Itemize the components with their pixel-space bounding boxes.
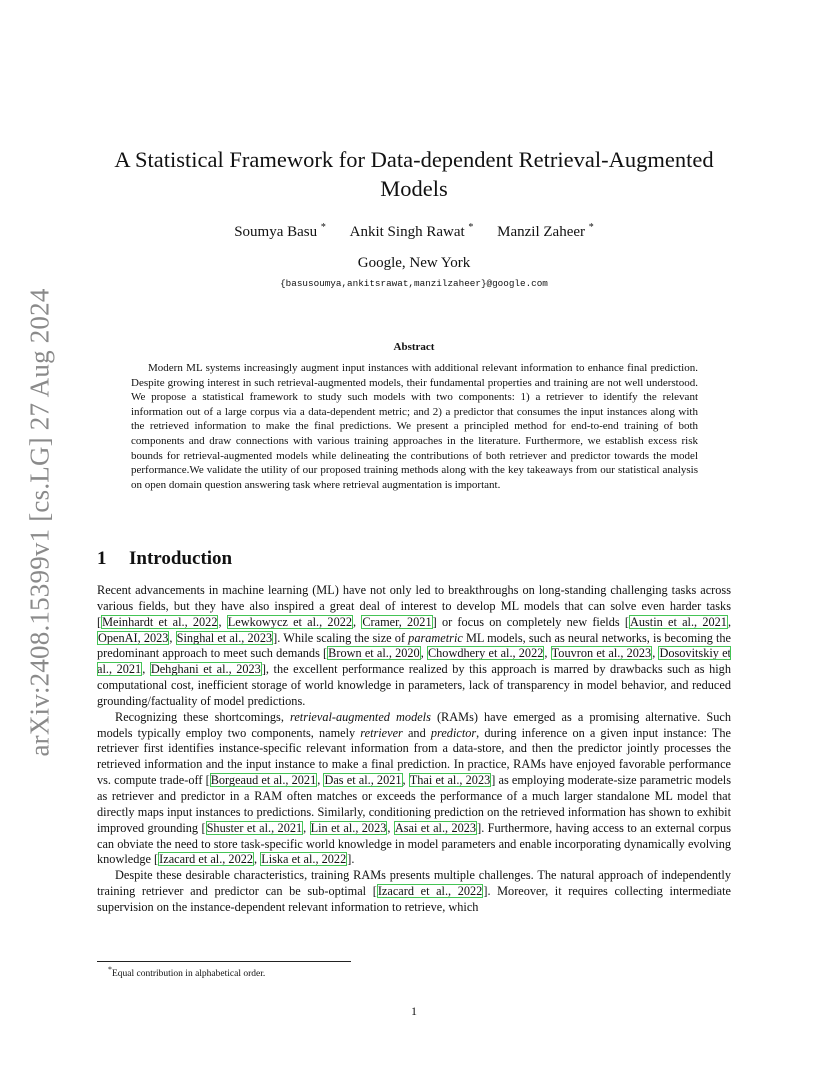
emphasis: predictor: [430, 725, 477, 740]
arxiv-stamp: [14, 286, 66, 758]
citation-link[interactable]: Dehghani et al., 2023: [150, 662, 261, 677]
citation-link[interactable]: Chowdhery et al., 2022: [427, 646, 544, 661]
author-emails: {basusoumya,ankitsrawat,manzilzaheer}@google.com: [280, 278, 548, 289]
citation-link[interactable]: Austin et al., 2021: [629, 614, 727, 629]
page-number: 1: [411, 1004, 417, 1018]
citation-link[interactable]: Thai et al., 2023: [409, 773, 491, 788]
emphasis: retrieval-augmented models: [290, 709, 431, 724]
emphasis: retriever: [360, 725, 403, 740]
citation-link[interactable]: Cramer, 2021: [362, 614, 432, 629]
text-run: , the excellent performance realized by this approach is marred by drawbacks such as high computational cost, inefficient storage of world knowledge in parameters, lack of transparency in model behavior, and reduced grounding/factuality of model predictions.: [97, 662, 731, 708]
text-run: Recent advancements in machine learning (ML) have not only led to breakthroughs on long-standing challenging tasks across various fields, but they have also inspired a great deal of interest to develop ML models that can solve even harder tasks: [97, 583, 731, 613]
text-run: or focus on completely new fields: [436, 614, 625, 629]
arxiv-identifier: arXiv:2408.15399v1 [cs.LG] 27 Aug 2024: [24, 287, 55, 757]
abstract-text: Modern ML systems increasingly augment input instances with additional relevant information to enhance final prediction. Despite growing interest in such retrieval-augmented models, their fundamental properties and training are not well understood. We propose a statistical framework to study such models with two components: 1) a retriever to identify the relevant information out of a large corpus via a data-dependent metric; and 2) a predictor that consumes the input instances along with the retrieved information to make the final predictions. We present a principled method for end-to-end training of both components and draw connections with various training approaches in the literature. Furthermore, we establish excess risk bounds for retrieval-augmented models while delineating the contributions of both retriever and predictor towards the model performance.We validate the utility of our proposed training methods along with the key takeaways from our statistical analysis on open domain question answering task where retrieval augmentation is important.: [131, 362, 698, 491]
section-title: Introduction: [129, 548, 233, 569]
text-run: Despite these desirable characteristics, training RAMs presents multiple challenges. The natural approach of independently training retriever and predictor can be sub-optimal: [97, 868, 731, 899]
author-2: [350, 224, 474, 240]
emphasis: parametric: [408, 630, 463, 645]
text-run: and: [402, 725, 431, 740]
footnote-rule: [97, 961, 351, 962]
citation-link[interactable]: Izacard et al., 2022: [377, 884, 483, 899]
author-name: Ankit Singh Rawat: [349, 224, 465, 240]
citation-link[interactable]: OpenAI, 2023: [98, 630, 169, 645]
citation-link[interactable]: Asai et al., 2023: [394, 820, 477, 835]
citation-link[interactable]: Singhal et al., 2023: [176, 630, 273, 645]
citation-link[interactable]: Shuster et al., 2021: [206, 820, 303, 835]
footnote: [108, 965, 708, 979]
footnote-text: Equal contribution in alphabetical order.: [111, 969, 266, 980]
text-run: .: [351, 852, 355, 867]
citation-link[interactable]: Dosovitskiy et al., 2021: [97, 646, 731, 677]
author-footnote-mark[interactable]: *: [588, 222, 594, 233]
author-1: [234, 224, 326, 240]
paper-title: A Statistical Framework for Data-dependent Retrieval-Augmented Models: [114, 147, 714, 201]
text-run: . Furthermore, having access to an external corpus can obviate the need to store task-specific world knowledge in model parameters and enable incorporating dynamically evolving knowledge: [97, 820, 731, 867]
citation-link[interactable]: Brown et al., 2020: [328, 646, 420, 661]
author-name: Soumya Basu: [234, 224, 318, 240]
citation-link[interactable]: Izacard et al., 2022: [159, 852, 254, 867]
section-number: 1: [97, 548, 107, 569]
author-3: [497, 224, 594, 240]
citation-link[interactable]: Liska et al., 2022: [261, 852, 347, 867]
abstract-heading: Abstract: [393, 341, 435, 353]
footnote-mark: *: [108, 965, 112, 974]
author-footnote-mark[interactable]: *: [468, 222, 474, 233]
paragraph-1: Recent advancements in machine learning (ML) have not only led to breakthroughs on long-standing challenging tasks across various fields, but they have also inspired a great deal of interest to develop ML models that can solve even harder tasks [Meinhardt et al., 2022, Lewkowycz et al., 2022, Cramer, 2021] or focus on completely new fields [Austin et al., 2021, OpenAI, 2023, Singhal et al., 2023]. While scaling the size of parametric ML models, such as neural networks, is becoming the predominant approach to meet such demands [Brown et al., 2020, Chowdhery et al., 2022, Touvron et al., 2023, Dosovitskiy et al., 2021, Dehghani et al., 2023], the excellent performance realized by this approach is marred by drawbacks such as high computational cost, inefficient storage of world knowledge in parameters, lack of transparency in model behavior, and reduced grounding/factuality of model predictions.: [97, 583, 732, 708]
text-run: (RAMs) have emerged as a promising alternative. Such models typically employ two components, namely: [97, 709, 731, 740]
citation-link[interactable]: Meinhardt et al., 2022: [102, 614, 218, 629]
text-run: . Moreover, it requires collecting intermediate supervision on the instance-dependent relevant information to retrieve, which: [97, 884, 732, 914]
text-run: , during inference on a given input instance: The retriever first identifies instance-specific relevant information from a data-store, and then the predictor jointly processes the retrieved information and the input instance to make a final prediction. In practice, RAMs have enjoyed favorable performance vs. compute trade-off: [97, 725, 731, 788]
text-run: Recognizing these shortcomings,: [115, 709, 291, 724]
author-name: Manzil Zaheer: [497, 224, 586, 240]
author-list: [80, 222, 748, 241]
section-heading: [97, 548, 497, 570]
citation-link[interactable]: Borgeaud et al., 2021: [210, 773, 317, 788]
text-run: ML models, such as neural networks, is becoming the predominant approach to meet such demands: [97, 630, 732, 661]
citation-link[interactable]: Lin et al., 2023: [310, 820, 387, 835]
text-run: . While scaling the size of: [277, 630, 409, 645]
text-run: as employing moderate-size parametric models as retriever and predictor in a RAM often matches or exceeds the performance of a much larger standalone ML model that directly maps input instances to predictions. Similarly, conditioning prediction on the retrieved information has shown to exhibit improved grounding: [97, 773, 731, 835]
paragraph-2: Recognizing these shortcomings, retrieval-augmented models (RAMs) have emerged as a promising alternative. Such models typically employ two components, namely retriever and predictor, during inference on a given input instance: The retriever first identifies instance-specific relevant information from a data-store, and then the predictor jointly processes the retrieved information and the input instance to make a final prediction. In practice, RAMs have enjoyed favorable performance vs. compute trade-off [Borgeaud et al., 2021, Das et al., 2021, Thai et al., 2023] as employing moderate-size parametric models as retriever and predictor in a RAM often matches or exceeds the performance of a much larger standalone ML model that directly maps input instances to predictions. Similarly, conditioning prediction on the retrieved information has shown to exhibit improved grounding [Shuster et al., 2021, Lin et al., 2023, Asai et al., 2023]. Furthermore, having access to an external corpus can obviate the need to store task-specific world knowledge in model parameters and enable incorporating dynamically evolving knowledge [Izacard et al., 2022, Liska et al., 2022].: [97, 709, 731, 867]
citation-link[interactable]: Touvron et al., 2023: [551, 646, 652, 661]
affiliation: Google, New York: [357, 255, 471, 271]
author-footnote-mark[interactable]: *: [320, 222, 326, 233]
citation-link[interactable]: Das et al., 2021: [324, 773, 402, 788]
section-body: [97, 583, 731, 916]
paragraph-3: Despite these desirable characteristics, training RAMs presents multiple challenges. The natural approach of independently training retriever and predictor can be sub-optimal [Izacard et al., 2022]. Moreover, it requires collecting intermediate supervision on the instance-dependent relevant information to retrieve, which: [97, 868, 732, 914]
citation-link[interactable]: Lewkowycz et al., 2022: [227, 614, 353, 629]
